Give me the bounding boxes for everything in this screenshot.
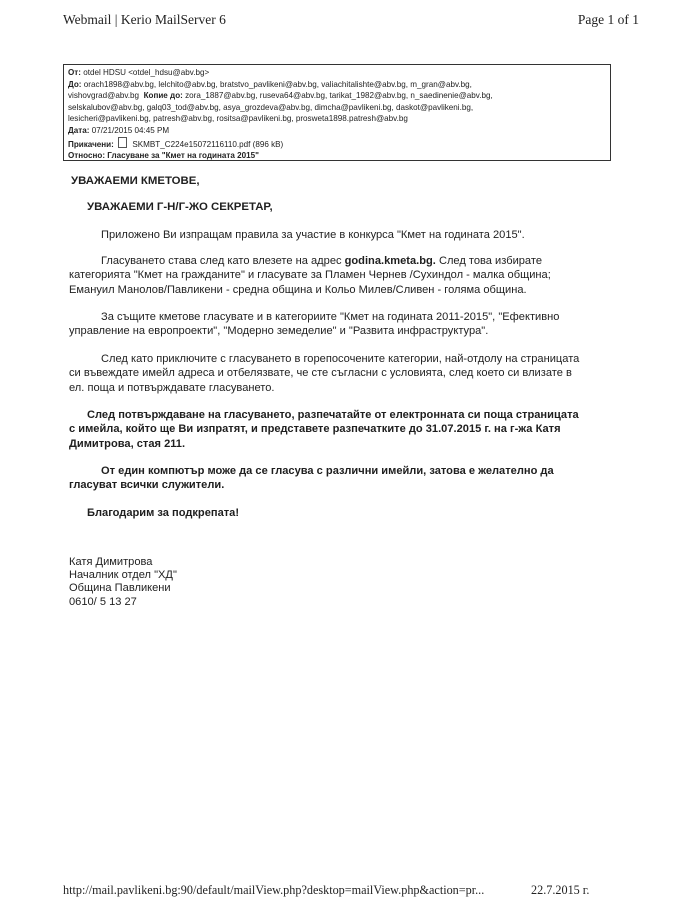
- from-value[interactable]: otdel HDSU <otdel_hdsu@abv.bg>: [83, 68, 210, 77]
- cc-value-1[interactable]: zora_1887@abv.bg, ruseva64@abv.bg, tarikat_1982@abv.bg, n_saedinenie@abv.bg,: [185, 91, 493, 101]
- signature: [69, 556, 177, 609]
- date-row: [68, 125, 606, 137]
- print-footer: [63, 883, 663, 899]
- signature-name: Катя Димитрова: [69, 556, 153, 568]
- subject-value: Гласуване за "Кмет на годината 2015": [107, 151, 259, 161]
- vote-link[interactable]: godina.kmeta.bg.: [344, 255, 436, 267]
- signature-org: Община Павликени: [69, 582, 171, 595]
- email-header: [63, 64, 611, 161]
- paragraph-6: От един компютър може да се гласува с различни имейли, затова е желателно да гласуват всички служители.: [69, 465, 554, 492]
- cc-label: Копие до:: [143, 91, 183, 101]
- paragraph-4: След като приключите с гласуването в горепосочените категории, най-отдолу на страницата си въвеждате имейл адреса и отбелязвате, че сте съгласни с условията, след което си влизате в ел. поща и потвърждавате гласуването.: [69, 353, 580, 394]
- paragraph-2-text-b: След това избирате категорията "Кмет на гражданите" и гласувате за Пламен Чернев /Сухиндол - малка община; Емануил Манолов/Павликени - средна община и Кольо Милев/Сливен - голяма община.: [69, 255, 551, 296]
- cc-value-3[interactable]: lesicheri@pavlikeni.bg, patresh@abv.bg, rositsa@pavlikeni.bg, prosweta1898.patresh@abv.bg: [68, 114, 408, 124]
- subject-row: [68, 150, 606, 161]
- to-value-1[interactable]: orach1898@abv.bg, lelchito@abv.bg, bratstvo_pavlikeni@abv.bg, valiachitalishte@abv.bg, m_gran@abv.bg,: [83, 79, 472, 89]
- to-label: До:: [68, 79, 82, 89]
- attachment-link[interactable]: SKMBT_C224e15072116110.pdf (896 kB): [132, 139, 284, 149]
- signature-phone: 0610/ 5 13 27: [69, 595, 137, 608]
- subject-label: Относно:: [68, 151, 106, 161]
- date-label: Дата:: [68, 125, 90, 135]
- from-label: От:: [68, 68, 81, 77]
- footer-date: 22.7.2015 г.: [531, 883, 590, 897]
- paragraph-1: Приложено Ви изпращам правила за участие в конкурса "Кмет на годината 2015".: [101, 229, 525, 241]
- window-title: Webmail | Kerio MailServer 6: [63, 12, 226, 27]
- attachment-row: [68, 137, 606, 151]
- print-header: [0, 12, 681, 32]
- cc-row-2: [68, 102, 606, 114]
- to-value-2[interactable]: vishovgrad@abv.bg: [68, 91, 140, 101]
- signature-position: Началник отдел "ХД": [69, 569, 177, 582]
- page-number: Page 1 of 1: [577, 12, 639, 27]
- footer-url: http://mail.pavlikeni.bg:90/default/mailView.php?desktop=mailView.php&action=pr...: [63, 883, 485, 897]
- paragraph-2-text-a: Гласуването става след като влезете на адрес: [101, 255, 345, 267]
- date-value: 07/21/2015 04:45 PM: [91, 125, 170, 135]
- paragraph-7: Благодарим за подкрепата!: [87, 507, 240, 519]
- to-row: [68, 79, 606, 91]
- cc-value-2[interactable]: selskalubov@abv.bg, galq03_tod@abv.bg, asya_grozdeva@abv.bg, dimcha@pavlikeni.bg, daskot@pavlikeni.bg,: [68, 102, 474, 112]
- paragraph-5: След потвърждаване на гласуването, разпечатайте от електронната си поща страницата с имейла, който ще Ви изпратят, и представете разпечатките до 31.07.2015 г. на г-жа Катя Димитрова, стая 211.: [69, 409, 579, 450]
- greeting-secretary: УВАЖАЕМИ Г-Н/Г-ЖО СЕКРЕТАР,: [87, 201, 273, 213]
- greeting-mayors: УВАЖАЕМИ КМЕТОВЕ,: [71, 175, 200, 187]
- to-cc-row: [68, 90, 606, 102]
- paragraph-2: [69, 254, 585, 297]
- paragraph-3: За същите кметове гласувате и в категориите "Кмет на годината 2011-2015", "Ефективно управление на европроекти", "Модерно земеделие" и "Развита инфраструктура".: [69, 311, 560, 338]
- from-row: [68, 67, 606, 79]
- attachment-label: Прикачени:: [68, 139, 114, 149]
- file-icon: [118, 137, 127, 148]
- cc-row-3: [68, 113, 606, 125]
